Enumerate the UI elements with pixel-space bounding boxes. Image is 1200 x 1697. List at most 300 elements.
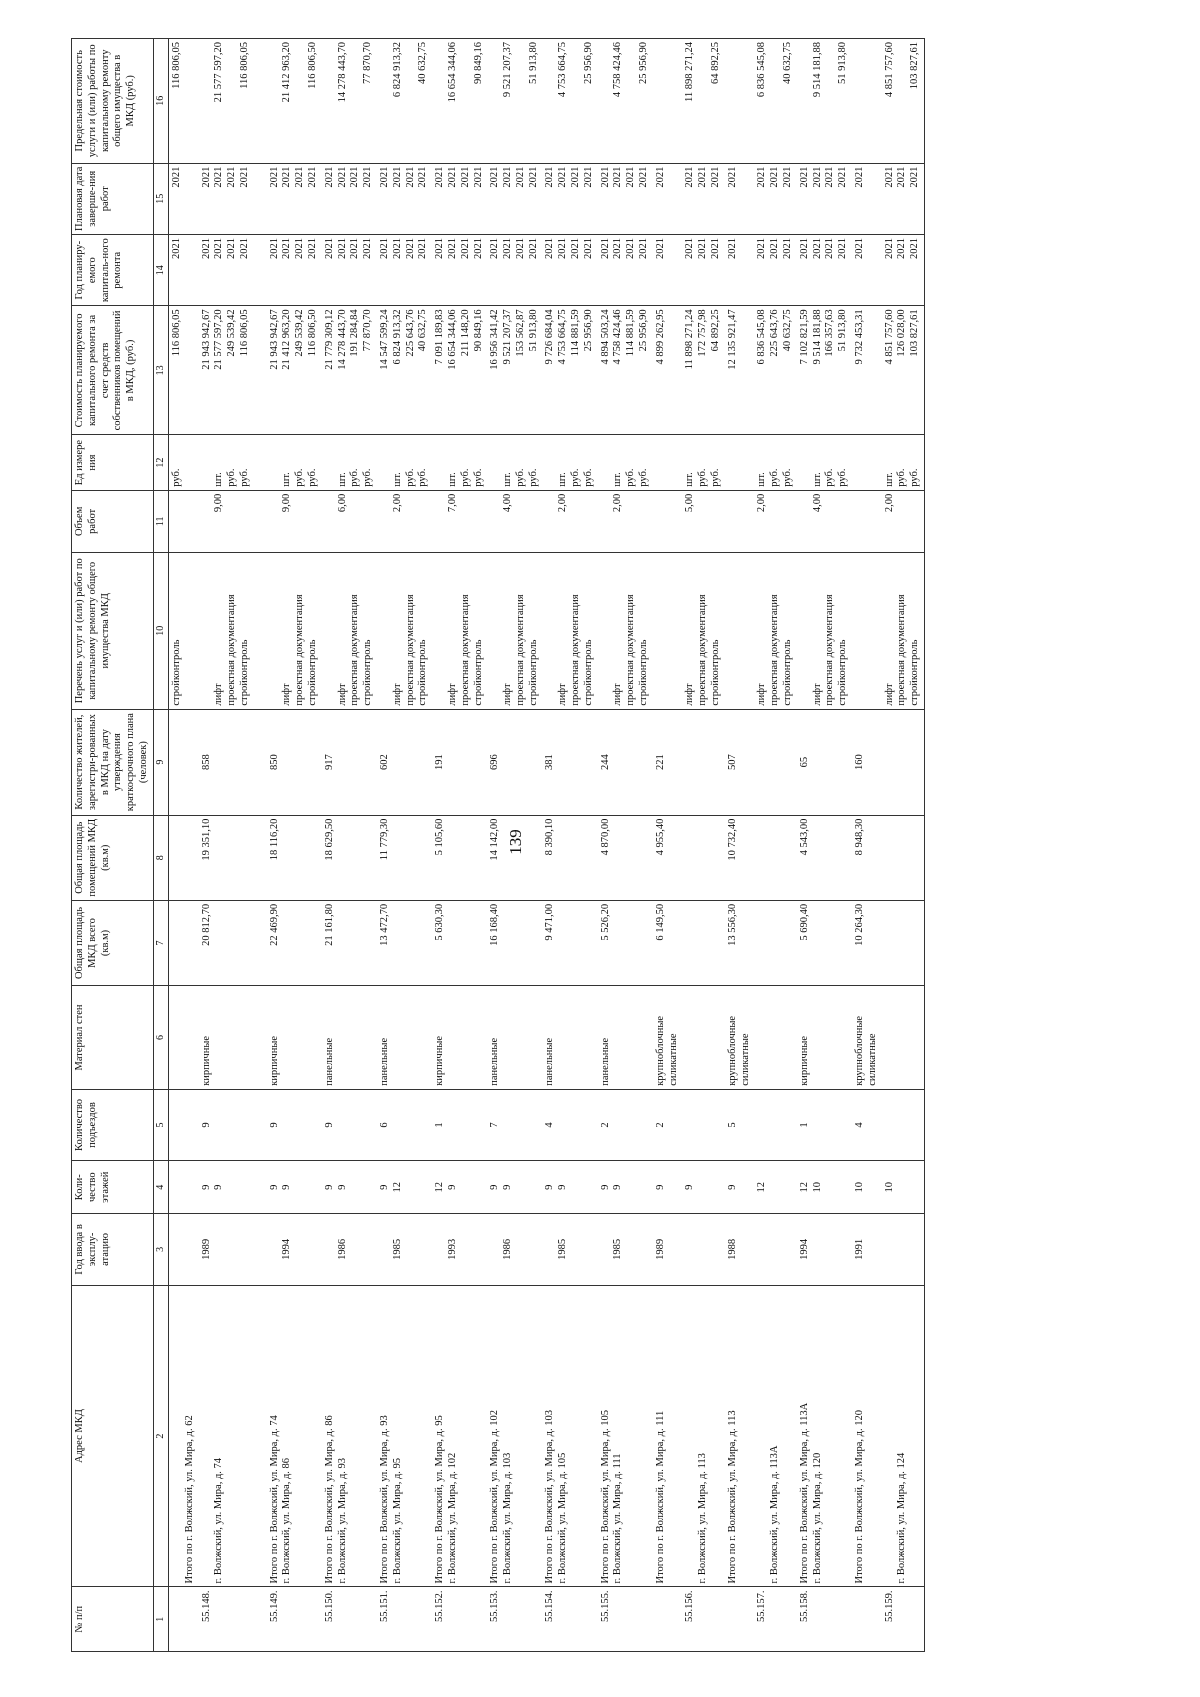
volume-cell-line bbox=[252, 494, 265, 549]
planned-year-cell-line: 2021 bbox=[213, 237, 225, 259]
completion-year-cell bbox=[168, 163, 198, 234]
cost-cell bbox=[168, 306, 198, 435]
volume-cell bbox=[653, 490, 683, 552]
total-area-cell: 20 812,70 bbox=[199, 900, 267, 985]
cost-cell-line: 191 284,84 bbox=[349, 309, 361, 357]
planned-year-cell-line: 2021 bbox=[684, 237, 696, 259]
planned-year-cell-line: 2021 bbox=[323, 237, 335, 259]
wall-material-cell bbox=[377, 986, 432, 1090]
entrances-cell: 7 bbox=[487, 1089, 542, 1160]
planned-year-cell bbox=[653, 234, 683, 305]
cost-cell bbox=[542, 306, 597, 435]
floors-cell bbox=[653, 1161, 683, 1214]
volume-cell-line bbox=[379, 494, 392, 549]
limit-cost-cell-line: 11 898 271,24 bbox=[684, 42, 696, 102]
works-cell bbox=[267, 552, 322, 709]
rotated-table-wrapper bbox=[71, 38, 1171, 1652]
year-cell-line: 1986 bbox=[336, 1238, 348, 1260]
completion-year-cell-line: 2021 bbox=[238, 166, 250, 188]
table-row bbox=[653, 39, 683, 1652]
works-cell-line: стройконтроль bbox=[710, 639, 722, 706]
floors-cell-line: 10 bbox=[883, 1181, 895, 1193]
completion-year-cell bbox=[487, 163, 542, 234]
row-number: 55.152. bbox=[432, 1587, 487, 1652]
wall-material-cell-line: кирпичные bbox=[434, 1035, 446, 1086]
planned-year-cell-line: 2021 bbox=[599, 237, 611, 259]
completion-year-cell-line: 2021 bbox=[306, 166, 318, 188]
column-header: Количество подъездов bbox=[72, 1089, 154, 1160]
unit-cell-line: руб. bbox=[514, 468, 526, 487]
planned-year-cell-line: 2021 bbox=[306, 237, 318, 259]
wall-material-cell-line: кирпичные bbox=[200, 1035, 212, 1086]
year-cell-line: 1993 bbox=[446, 1238, 458, 1260]
cost-cell-line: 25 956,90 bbox=[582, 309, 594, 352]
residents-cell bbox=[168, 709, 198, 815]
completion-year-cell-line: 2021 bbox=[896, 166, 908, 188]
limit-cost-cell-line bbox=[769, 42, 782, 160]
completion-year-cell-line: 2021 bbox=[625, 166, 637, 188]
volume-cell-line bbox=[769, 494, 782, 549]
unit-cell bbox=[377, 435, 432, 490]
cost-cell-line: 4 899 262,95 bbox=[654, 309, 666, 365]
table-body bbox=[168, 39, 924, 1652]
completion-year-cell bbox=[882, 163, 925, 234]
cost-cell-line: 103 827,61 bbox=[909, 309, 921, 357]
floors-cell-line: 9 bbox=[378, 1184, 390, 1190]
total-area-cell: 5 630,30 bbox=[432, 900, 487, 985]
unit-cell-line: шт. bbox=[213, 472, 225, 487]
planned-year-cell bbox=[682, 234, 724, 305]
works-cell-line: лифт bbox=[281, 683, 293, 706]
residents-cell: 221 bbox=[653, 709, 683, 815]
volume-cell-line bbox=[226, 494, 239, 549]
address-cell-line: Итого по г. Волжский, ул. Мира, д. 93 bbox=[378, 1415, 390, 1584]
completion-year-cell bbox=[725, 163, 755, 234]
column-header: Перечень услуг и (или) работ по капитальному ремонту общего имущества МКД bbox=[72, 552, 154, 709]
floors-cell-line: 9 bbox=[268, 1184, 280, 1190]
works-cell-line: стройконтроль bbox=[782, 639, 794, 706]
completion-year-cell-line: 2021 bbox=[544, 166, 556, 188]
limit-cost-cell-line bbox=[349, 42, 362, 160]
limit-cost-cell-line bbox=[697, 42, 710, 160]
limit-cost-cell-line bbox=[515, 42, 528, 160]
works-cell bbox=[682, 552, 724, 709]
cost-cell-line: 90 849,16 bbox=[472, 309, 484, 352]
planned-year-cell-line: 2021 bbox=[472, 237, 484, 259]
volume-cell-line: 7,00 bbox=[446, 493, 458, 513]
year-cell-line bbox=[544, 1217, 557, 1281]
unit-cell-line: руб. bbox=[697, 468, 709, 487]
completion-year-cell-line: 2021 bbox=[582, 166, 594, 188]
floors-cell-line: 9 bbox=[599, 1184, 611, 1190]
limit-cost-cell-line bbox=[824, 42, 837, 160]
completion-year-cell-line: 2021 bbox=[527, 166, 539, 188]
row-number: 55.148. bbox=[199, 1587, 267, 1652]
completion-year-cell bbox=[322, 163, 377, 234]
premises-area-cell: 4 543,00 bbox=[797, 815, 852, 900]
planned-year-cell-line: 2021 bbox=[625, 237, 637, 259]
volume-cell bbox=[682, 490, 724, 552]
cost-cell-line: 225 643,76 bbox=[404, 309, 416, 357]
planned-year-cell bbox=[882, 234, 925, 305]
column-number: 10 bbox=[153, 552, 168, 709]
volume-cell bbox=[168, 490, 198, 552]
planned-year-cell-line: 2021 bbox=[281, 237, 293, 259]
planned-year-cell-line: 2021 bbox=[638, 237, 650, 259]
completion-year-cell-line: 2021 bbox=[638, 166, 650, 188]
unit-cell bbox=[682, 435, 724, 490]
completion-year-cell-line: 2021 bbox=[502, 166, 514, 188]
year-cell bbox=[487, 1214, 542, 1285]
unit-cell-line: шт. bbox=[612, 472, 624, 487]
limit-cost-cell-line bbox=[460, 42, 473, 160]
cost-cell-line: 21 577 597,20 bbox=[213, 309, 225, 370]
works-cell-line bbox=[379, 556, 392, 706]
address-cell-line: г. Волжский, ул. Мира, д. 103 bbox=[502, 1452, 514, 1584]
residents-cell bbox=[682, 709, 724, 815]
wall-material-cell bbox=[267, 986, 322, 1090]
column-number: 2 bbox=[153, 1285, 168, 1587]
limit-cost-cell-line: 51 913,80 bbox=[837, 42, 849, 84]
volume-cell-line bbox=[837, 494, 850, 549]
works-cell-line: лифт bbox=[883, 683, 895, 706]
completion-year-cell-line: 2021 bbox=[557, 166, 569, 188]
floors-cell-line: 12 bbox=[798, 1181, 810, 1193]
wall-material-cell bbox=[725, 986, 755, 1090]
address-cell bbox=[542, 1285, 597, 1587]
address-cell-line bbox=[867, 1289, 880, 1584]
works-cell-line: стройконтроль bbox=[362, 639, 374, 706]
limit-cost-cell bbox=[797, 39, 852, 164]
volume-cell-line bbox=[727, 494, 740, 549]
cost-cell-line: 225 643,76 bbox=[769, 309, 781, 357]
address-cell-line: г. Волжский, ул. Мира, д. 111 bbox=[612, 1453, 624, 1584]
table-header bbox=[72, 39, 169, 1652]
unit-cell-line bbox=[489, 438, 502, 486]
works-cell-line: лифт bbox=[502, 683, 514, 706]
year-cell-line bbox=[171, 1217, 184, 1281]
works-cell bbox=[797, 552, 852, 709]
address-cell bbox=[199, 1285, 267, 1587]
floors-cell bbox=[754, 1161, 796, 1214]
cost-cell-line: 6 824 913,32 bbox=[391, 309, 403, 365]
planned-year-cell bbox=[487, 234, 542, 305]
completion-year-cell-line: 2021 bbox=[459, 166, 471, 188]
limit-cost-cell-line bbox=[201, 42, 214, 160]
wall-material-cell bbox=[322, 986, 377, 1090]
entrances-cell: 5 bbox=[725, 1089, 755, 1160]
limit-cost-cell bbox=[432, 39, 487, 164]
cost-cell-line: 21 943 942,67 bbox=[200, 309, 212, 370]
unit-cell-line bbox=[799, 438, 812, 486]
limit-cost-cell-line bbox=[655, 42, 668, 160]
planned-year-cell-line: 2021 bbox=[726, 237, 738, 259]
address-cell bbox=[168, 1285, 198, 1587]
year-cell-line: 1985 bbox=[391, 1238, 403, 1260]
works-cell-line bbox=[489, 556, 502, 706]
table-row bbox=[168, 39, 198, 1652]
cost-cell-line: 14 278 443,70 bbox=[336, 309, 348, 370]
address-cell bbox=[725, 1285, 755, 1587]
volume-cell bbox=[377, 490, 432, 552]
volume-cell-line bbox=[570, 494, 583, 549]
wall-material-cell-line: панельные bbox=[323, 1037, 335, 1086]
works-cell-line: проектная документация bbox=[459, 594, 471, 706]
limit-cost-cell-line: 9 521 207,37 bbox=[502, 42, 514, 98]
limit-cost-cell bbox=[542, 39, 597, 164]
address-cell bbox=[682, 1285, 724, 1587]
wall-material-cell bbox=[168, 986, 198, 1090]
planned-year-cell-line: 2021 bbox=[544, 237, 556, 259]
table-row bbox=[682, 39, 724, 1652]
floors-cell bbox=[882, 1161, 925, 1214]
residents-cell: 381 bbox=[542, 709, 597, 815]
premises-area-cell: 11 779,30 bbox=[377, 815, 432, 900]
planned-year-cell bbox=[852, 234, 882, 305]
planned-year-cell-line: 2021 bbox=[238, 237, 250, 259]
planned-year-cell bbox=[754, 234, 796, 305]
floors-cell bbox=[682, 1161, 724, 1214]
cost-cell bbox=[199, 306, 267, 435]
works-cell-line bbox=[727, 556, 740, 706]
volume-cell-line bbox=[515, 494, 528, 549]
column-number: 15 bbox=[153, 163, 168, 234]
limit-cost-cell-line bbox=[405, 42, 418, 160]
address-cell-line: г. Волжский, ул. Мира, д. 124 bbox=[896, 1452, 908, 1584]
volume-cell-line bbox=[434, 494, 447, 549]
column-header: Общая площадь МКД всего (кв.м) bbox=[72, 900, 154, 985]
planned-year-cell-line: 2021 bbox=[502, 237, 514, 259]
address-cell-line: Итого по г. Волжский, ул. Мира, д. 103 bbox=[544, 1410, 556, 1584]
volume-cell-line: 2,00 bbox=[883, 493, 895, 513]
floors-cell-line: 10 bbox=[854, 1181, 866, 1193]
volume-cell-line: 6,00 bbox=[336, 493, 348, 513]
wall-material-cell-line: кирпичные bbox=[798, 1035, 810, 1086]
address-cell-line: г. Волжский, ул. Мира, д. 102 bbox=[446, 1452, 458, 1584]
wall-material-cell-line: кирпичные bbox=[268, 1035, 280, 1086]
address-cell bbox=[754, 1285, 796, 1587]
entrances-cell: 4 bbox=[852, 1089, 882, 1160]
row-number bbox=[653, 1587, 683, 1652]
total-area-cell: 9 471,00 bbox=[542, 900, 597, 985]
works-cell-line bbox=[655, 556, 668, 706]
volume-cell bbox=[754, 490, 796, 552]
unit-cell-line: шт. bbox=[756, 472, 768, 487]
planned-year-cell bbox=[168, 234, 198, 305]
works-cell bbox=[725, 552, 755, 709]
address-cell-line: Итого по г. Волжский, ул. Мира, д. 113А bbox=[798, 1402, 810, 1584]
column-number-row bbox=[153, 39, 168, 1652]
works-cell bbox=[598, 552, 653, 709]
unit-cell-line: руб. bbox=[582, 468, 594, 487]
works-cell-line bbox=[600, 556, 613, 706]
limit-cost-cell bbox=[852, 39, 882, 164]
planned-year-cell-line: 2021 bbox=[200, 237, 212, 259]
unit-cell bbox=[882, 435, 925, 490]
volume-cell bbox=[199, 490, 267, 552]
cost-cell-line: 9 514 181,88 bbox=[811, 309, 823, 365]
limit-cost-cell-line: 51 913,80 bbox=[527, 42, 539, 84]
limit-cost-cell-line: 6 824 913,32 bbox=[391, 42, 403, 98]
year-cell-line: 1989 bbox=[200, 1238, 212, 1260]
address-cell-line bbox=[740, 1289, 753, 1584]
cost-cell bbox=[432, 306, 487, 435]
limit-cost-cell bbox=[267, 39, 322, 164]
cost-cell bbox=[598, 306, 653, 435]
address-cell-line bbox=[684, 1289, 697, 1584]
cost-cell bbox=[852, 306, 882, 435]
column-header: Год планиру-емого капиталь-ного ремонта bbox=[72, 234, 154, 305]
completion-year-cell bbox=[797, 163, 852, 234]
table-row bbox=[542, 39, 597, 1652]
volume-cell-line bbox=[909, 494, 922, 549]
year-cell-line: 1985 bbox=[612, 1238, 624, 1260]
planned-year-cell-line: 2021 bbox=[896, 237, 908, 259]
cost-cell-line: 7 091 189,83 bbox=[434, 309, 446, 365]
unit-cell bbox=[797, 435, 852, 490]
year-cell-line bbox=[756, 1217, 769, 1281]
cost-cell bbox=[682, 306, 724, 435]
wall-material-cell-line: панельные bbox=[378, 1037, 390, 1086]
limit-cost-cell-line bbox=[379, 42, 392, 160]
unit-cell-line: шт. bbox=[336, 472, 348, 487]
unit-cell bbox=[653, 435, 683, 490]
year-cell bbox=[542, 1214, 597, 1285]
total-area-cell: 6 149,50 bbox=[653, 900, 683, 985]
works-cell-line: проектная документация bbox=[625, 594, 637, 706]
total-area-cell: 10 264,30 bbox=[852, 900, 882, 985]
planned-year-cell bbox=[598, 234, 653, 305]
volume-cell-line bbox=[362, 494, 375, 549]
unit-cell-line: руб. bbox=[710, 468, 722, 487]
volume-cell bbox=[598, 490, 653, 552]
planned-year-cell bbox=[725, 234, 755, 305]
unit-cell-line: руб. bbox=[404, 468, 416, 487]
unit-cell-line bbox=[252, 438, 265, 486]
residents-cell: 850 bbox=[267, 709, 322, 815]
table-row bbox=[432, 39, 487, 1652]
works-cell-line: лифт bbox=[557, 683, 569, 706]
address-cell-line bbox=[668, 1289, 681, 1584]
row-number: 55.153. bbox=[487, 1587, 542, 1652]
column-number: 5 bbox=[153, 1089, 168, 1160]
volume-cell-line bbox=[799, 494, 812, 549]
premises-area-cell: 8 948,30 bbox=[852, 815, 882, 900]
planned-year-cell bbox=[267, 234, 322, 305]
limit-cost-cell bbox=[653, 39, 683, 164]
address-cell bbox=[797, 1285, 852, 1587]
planned-year-cell-line: 2021 bbox=[782, 237, 794, 259]
limit-cost-cell-line bbox=[727, 42, 740, 160]
completion-year-cell-line: 2021 bbox=[281, 166, 293, 188]
year-cell-line bbox=[213, 1217, 226, 1281]
volume-cell-line bbox=[824, 494, 837, 549]
completion-year-cell-line: 2021 bbox=[612, 166, 624, 188]
wall-material-cell bbox=[199, 986, 267, 1090]
unit-cell-line: руб. bbox=[638, 468, 650, 487]
completion-year-cell-line: 2021 bbox=[446, 166, 458, 188]
unit-cell-line: руб. bbox=[306, 468, 318, 487]
limit-cost-cell bbox=[487, 39, 542, 164]
works-cell-line: проектная документация bbox=[404, 594, 416, 706]
limit-cost-cell-line bbox=[434, 42, 447, 160]
address-cell-line: г. Волжский, ул. Мира, д. 105 bbox=[557, 1452, 569, 1584]
volume-cell-line bbox=[201, 494, 214, 549]
completion-year-cell bbox=[852, 163, 882, 234]
cost-cell-line: 9 726 684,04 bbox=[544, 309, 556, 365]
entrances-cell: 1 bbox=[432, 1089, 487, 1160]
completion-year-cell bbox=[377, 163, 432, 234]
unit-cell-line: руб. bbox=[782, 468, 794, 487]
year-cell-line: 1988 bbox=[726, 1238, 738, 1260]
unit-cell bbox=[432, 435, 487, 490]
volume-cell-line bbox=[324, 494, 337, 549]
planned-year-cell-line: 2021 bbox=[170, 237, 182, 259]
completion-year-cell-line: 2021 bbox=[837, 166, 849, 188]
volume-cell-line bbox=[294, 494, 307, 549]
cost-cell-line: 126 028,00 bbox=[896, 309, 908, 357]
completion-year-cell-line: 2021 bbox=[404, 166, 416, 188]
unit-cell-line: шт. bbox=[281, 472, 293, 487]
works-cell-line: стройконтроль bbox=[582, 639, 594, 706]
table-row bbox=[598, 39, 653, 1652]
address-cell-line: г. Волжский, ул. Мира, д. 113А bbox=[769, 1445, 781, 1584]
works-cell bbox=[377, 552, 432, 709]
address-cell-line: г. Волжский, ул. Мира, д. 113 bbox=[697, 1453, 709, 1584]
year-cell-line bbox=[884, 1217, 897, 1281]
planned-year-cell-line: 2021 bbox=[769, 237, 781, 259]
column-header: Предельная стоимость услуги и (или) работы по капитальному ремонту общего имущества в МКД (руб.) bbox=[72, 39, 154, 164]
premises-area-cell: 18 629,50 bbox=[322, 815, 377, 900]
works-cell-line bbox=[252, 556, 265, 706]
works-cell bbox=[199, 552, 267, 709]
residents-cell: 191 bbox=[432, 709, 487, 815]
limit-cost-cell-line: 116 806,50 bbox=[306, 42, 318, 89]
floors-cell-line: 9 bbox=[502, 1184, 514, 1190]
column-number: 3 bbox=[153, 1214, 168, 1285]
completion-year-cell-line: 2021 bbox=[697, 166, 709, 188]
entrances-cell bbox=[882, 1089, 925, 1160]
planned-year-cell-line: 2021 bbox=[336, 237, 348, 259]
address-cell-line: Итого по г. Волжский, ул. Мира, д. 111 bbox=[654, 1410, 666, 1584]
unit-cell bbox=[487, 435, 542, 490]
works-cell-line bbox=[269, 556, 282, 706]
wall-material-cell bbox=[598, 986, 653, 1090]
year-cell bbox=[377, 1214, 432, 1285]
column-number: 7 bbox=[153, 900, 168, 985]
year-cell bbox=[682, 1214, 724, 1285]
floors-cell-line: 9 bbox=[281, 1184, 293, 1190]
completion-year-cell-line: 2021 bbox=[349, 166, 361, 188]
limit-cost-cell-line: 103 827,61 bbox=[909, 42, 921, 90]
limit-cost-cell-line bbox=[489, 42, 502, 160]
unit-cell bbox=[754, 435, 796, 490]
volume-cell-line bbox=[417, 494, 430, 549]
table-row bbox=[852, 39, 882, 1652]
address-cell bbox=[598, 1285, 653, 1587]
unit-cell-line: шт. bbox=[391, 472, 403, 487]
floors-cell-line: 9 bbox=[200, 1184, 212, 1190]
completion-year-cell-line: 2021 bbox=[798, 166, 810, 188]
limit-cost-cell-line: 6 836 545,08 bbox=[756, 42, 768, 98]
total-area-cell: 22 469,90 bbox=[267, 900, 322, 985]
address-cell bbox=[322, 1285, 377, 1587]
unit-cell-line: руб. bbox=[294, 468, 306, 487]
works-cell bbox=[754, 552, 796, 709]
volume-cell bbox=[542, 490, 597, 552]
premises-area-cell bbox=[754, 815, 796, 900]
year-cell-line: 1986 bbox=[502, 1238, 514, 1260]
